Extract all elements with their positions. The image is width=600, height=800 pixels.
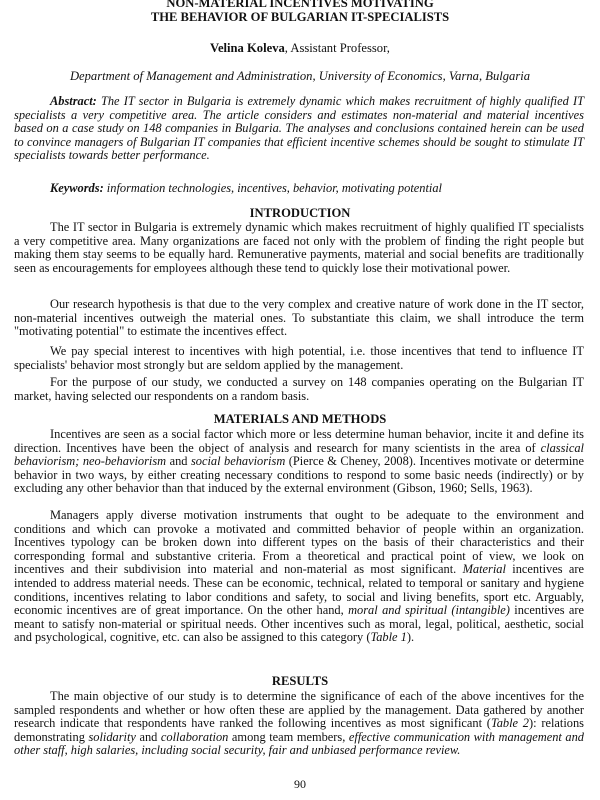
abstract-paragraph [14,95,584,163]
author-affiliation: Department of Management and Administration, University of Economics, Varna, Bulgaria [69,69,531,83]
paper-title-line-1: NON-MATERIAL INCENTIVES MOTIVATING [166,0,434,10]
results-p1-italic-2: solidarity [88,729,136,744]
introduction-paragraph-2: Our research hypothesis is that due to the very complex and creative nature of work done in the IT sector, non-material incentives outweigh the material ones. To substantiate this claim, we shall introduce the term "motivating potential" to estimate the incentives effect. [14,297,584,339]
methods-p2-text-b: incentives are intended to address material needs. These can be economic, technical, related to temporal or sanitary and hygiene conditions, incentives relating to labor conditions and safety, to social and living benefits, sport etc. Arguably, economic incentives are of great importance. On the other hand, [14,562,584,618]
abstract-label: Abstract: [50,94,97,108]
introduction-paragraph-3: We pay special interest to incentives with high potential, i.e. those incentives that tend to influence IT specialists' behavior most strongly but are seldom applied by the management. [14,344,584,372]
results-p1-text-d: among team members, [228,729,349,744]
methods-p1-italic-2: social behaviorism [190,454,286,469]
abstract-text: The IT sector in Bulgaria is extremely dynamic which makes recruitment of highly qualified IT specialists a very competitive area. The article considers and estimates non-material and material incentives based on a case study on 148 companies in Bulgaria. The analyses and conclusions contained herein can be used to convince managers of Bulgarian IT companies that efficient incentive schemes should be sought to stimulate IT specialists towards better performance. [14,94,584,163]
methods-p1-text-b: and [166,454,191,469]
methods-p1-text-a: Incentives are seen as a social factor which more or less determine human behavior, incite it and define its direction. Incentives have been the object of analysis and research for many scientists in the area of [14,427,584,455]
methods-paragraph-1 [14,428,584,496]
results-p1-text-b: ): relations demonstrating [14,716,584,744]
author-role: , Assistant Professor, [284,41,390,55]
results-p1-italic-4: effective communication with management and other staff, high salaries, including social security, fair and unbiased performance review. [14,729,584,758]
introduction-paragraph-4: For the purpose of our study, we conducted a survey on 148 companies operating on the Bulgarian IT market, having selected our respondents on a random basis. [14,375,584,403]
keywords-text: information technologies, incentives, behavior, motivating potential [103,181,442,195]
page-number: 90 [294,777,306,791]
results-p1-text-a: The main objective of our study is to determine the significance of each of the above incentives for the sampled respondents and whether or how often these are applied by the management. Data gathered by another research indicate that respondents have ranked the following incentives as most significant ( [14,689,584,731]
methods-p2-text-c: incentives are meant to satisfy non-material or spiritual needs. Other incentives such as moral, legal, political, aesthetic, social and psychological, cognitive, etc. can also be assigned to this category ( [14,603,585,645]
paper-title-line-2: THE BEHAVIOR OF BULGARIAN IT-SPECIALISTS [150,10,450,24]
introduction-heading: INTRODUCTION [249,206,351,220]
methods-p1-text-c: (Pierce & Cheney, 2008). Incentives motivate or determine behavior in two ways, by either creating necessary conditions to respond to some basic needs (indirectly) or by excluding any other behavior than that induced by the external environment (Gibson, 1960; Sells, 1963). [14,454,584,496]
keywords-label: Keywords: [50,181,104,195]
results-paragraph-1 [14,690,584,758]
author-line [0,41,600,56]
results-p1-italic-1: Table 2 [490,716,529,731]
keywords-paragraph [14,182,584,196]
methods-heading: MATERIALS AND METHODS [213,412,387,426]
results-p1-italic-3: collaboration [160,729,229,744]
methods-paragraph-2 [14,509,584,645]
methods-p2-italic-2: moral and spiritual (intangible) [348,603,510,618]
introduction-paragraph-1: The IT sector in Bulgaria is extremely dynamic which makes recruitment of highly qualified IT specialists a very competitive area. Many organizations are faced not only with the problem of finding the right people but making them stay seems to be equally hard. Remunerative payments, material and social benefits are traditionally seen as encouragements for employees although these tend to quickly lose their motivational power. [14,220,584,275]
methods-p2-italic-3: Table 1 [370,630,407,645]
results-p1-text-c: and [135,729,161,744]
methods-p2-italic-1: Material [462,562,506,577]
methods-p1-italic-1: classical behaviorism; neo-behaviorism [14,440,584,469]
results-heading: RESULTS [271,674,329,688]
methods-p2-text-a: Managers apply diverse motivation instruments that ought to be adequate to the environment and conditions and which can provoke a motivated and committed behavior of people within an organization. Incentives typology can be broken down into different types on the basis of their characteristics and their corresponding formal and substantive criteria. From a theoretical and practical point of view, we look on incentives and their subdivision into material and non-material as most significant. [14,508,584,577]
author-name: Velina Koleva [210,41,285,55]
methods-p2-text-d: ). [406,630,415,645]
